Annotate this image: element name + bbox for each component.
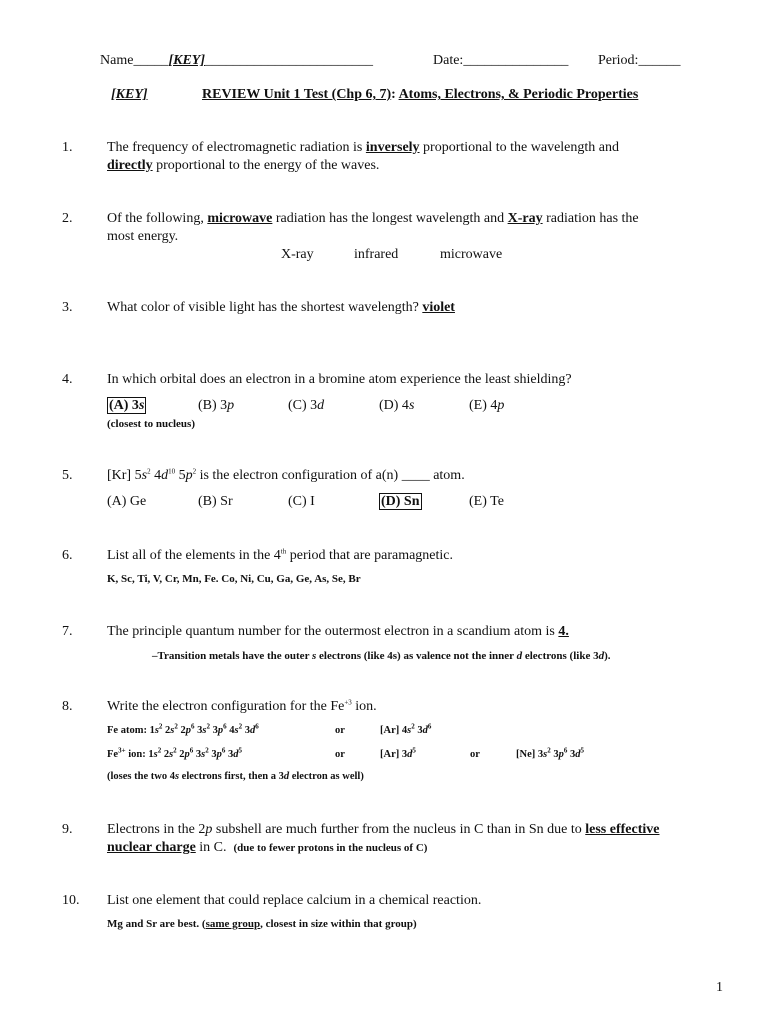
page-number: 1: [716, 980, 723, 995]
option-d-boxed: (D) Sn: [381, 494, 420, 509]
answer-note: (due to fewer protons in the nucleus of C): [233, 842, 428, 854]
question-9-line-1: Electrons in the 2p subshell are much further from the nucleus in C than in Sn due to less effective: [107, 822, 660, 837]
question-9-line-2: nuclear charge in C. (due to fewer protons in the nucleus of C): [107, 840, 428, 855]
answer: K, Sc, Ti, V, Cr, Mn, Fe. Co, Ni, Cu, Ga, Ge, As, Se, Br: [107, 573, 361, 585]
name-line: Name_____[KEY]________________________: [100, 53, 373, 68]
answer: violet: [422, 300, 455, 315]
answer: 4.: [558, 624, 569, 639]
question-2-line-2: most energy.: [107, 229, 179, 244]
key-tag: [KEY]: [111, 87, 148, 102]
question-number: 2.: [62, 211, 73, 226]
option-e: (E) Te: [469, 494, 504, 509]
question-6: List all of the elements in the 4th period that are paramagnetic.: [107, 547, 453, 563]
question-number: 6.: [62, 548, 73, 563]
fe-ion-config: $Fe^{3+}$ ion: $1s^2$ $2s^2$ $2p^6$ $3s^2$ $3p^6$ $3d^5$: [107, 746, 242, 760]
option-b: (B) 3p: [198, 398, 235, 413]
question-8: Write the electron configuration for the $Fe^{+3}$ ion.: [107, 698, 377, 714]
question-5: [Kr] $5s^2$ $4d^{10}$ $5p^2$ is the electron configuration of a(n) ____ atom.: [107, 467, 465, 483]
option-b: (B) Sr: [198, 494, 233, 509]
question-1-line-1: The frequency of electromagnetic radiation is inversely proportional to the wavelength and: [107, 140, 619, 155]
question-number: 1.: [62, 140, 73, 155]
question-4: In which orbital does an electron in a bromine atom experience the least shielding?: [107, 372, 572, 387]
question-number: 7.: [62, 624, 73, 639]
answer: less effective: [585, 822, 660, 837]
answer: X-ray: [507, 211, 543, 226]
option: X-ray: [281, 247, 314, 262]
date-line: Date:_______________: [433, 53, 569, 68]
answer: inversely: [365, 140, 420, 155]
name-value: [KEY]: [168, 53, 205, 68]
question-number: 9.: [62, 822, 73, 837]
question-number: 3.: [62, 300, 73, 315]
option-c: (C) 3d: [288, 398, 325, 413]
answer: Mg and Sr are best. (same group, closest in size within that group): [107, 918, 417, 930]
option-a: (A) Ge: [107, 494, 147, 509]
page-title: REVIEW Unit 1 Test (Chp 6, 7): Atoms, Electrons, & Periodic Properties: [202, 87, 639, 102]
fe-ion-ar: [Ar] $3d^5$: [380, 746, 416, 760]
answer-note: (closest to nucleus): [107, 418, 195, 430]
fe-ion-ne: [Ne] $3s^2$ $3p^6$ $3d^5$: [516, 746, 584, 760]
question-7: The principle quantum number for the outermost electron in a scandium atom is 4.: [107, 624, 569, 639]
question-2-line-1: Of the following, microwave radiation has the longest wavelength and X-ray radiation has the: [107, 211, 639, 226]
or-label: or: [335, 749, 345, 760]
option: infrared: [354, 247, 399, 262]
fe-atom-config: Fe atom: $1s^2$ $2s^2$ $2p^6$ $3s^2$ $3p^6$ $4s^2$ $3d^6$: [107, 722, 259, 736]
fe-atom-short: [Ar] $4s^2$ $3d^6$: [380, 722, 432, 736]
answer: nuclear charge: [107, 840, 196, 855]
option-a-boxed: (A) 3s: [109, 398, 145, 413]
or-label: or: [470, 749, 480, 760]
option-d: (D) 4s: [379, 398, 415, 413]
question-3: What color of visible light has the shortest wavelength? violet: [107, 300, 455, 315]
answer: directly: [107, 158, 153, 173]
question-number: 4.: [62, 372, 73, 387]
option: microwave: [440, 247, 503, 262]
answer-note: (loses the two 4s electrons first, then a 3d electron as well): [107, 771, 364, 782]
option-c: (C) I: [288, 494, 315, 509]
or-label: or: [335, 725, 345, 736]
answer-note: –Transition metals have the outer s electrons (like 4s) as valence not the inner d electrons (like 3d).: [152, 650, 611, 662]
question-number: 10.: [62, 893, 80, 908]
question-10: List one element that could replace calcium in a chemical reaction.: [107, 893, 482, 908]
question-number: 8.: [62, 699, 73, 714]
period-line: Period:______: [598, 53, 681, 68]
option-e: (E) 4p: [469, 398, 505, 413]
question-number: 5.: [62, 468, 73, 483]
answer: microwave: [207, 211, 273, 226]
question-1-line-2: directly proportional to the energy of the waves.: [107, 158, 380, 173]
